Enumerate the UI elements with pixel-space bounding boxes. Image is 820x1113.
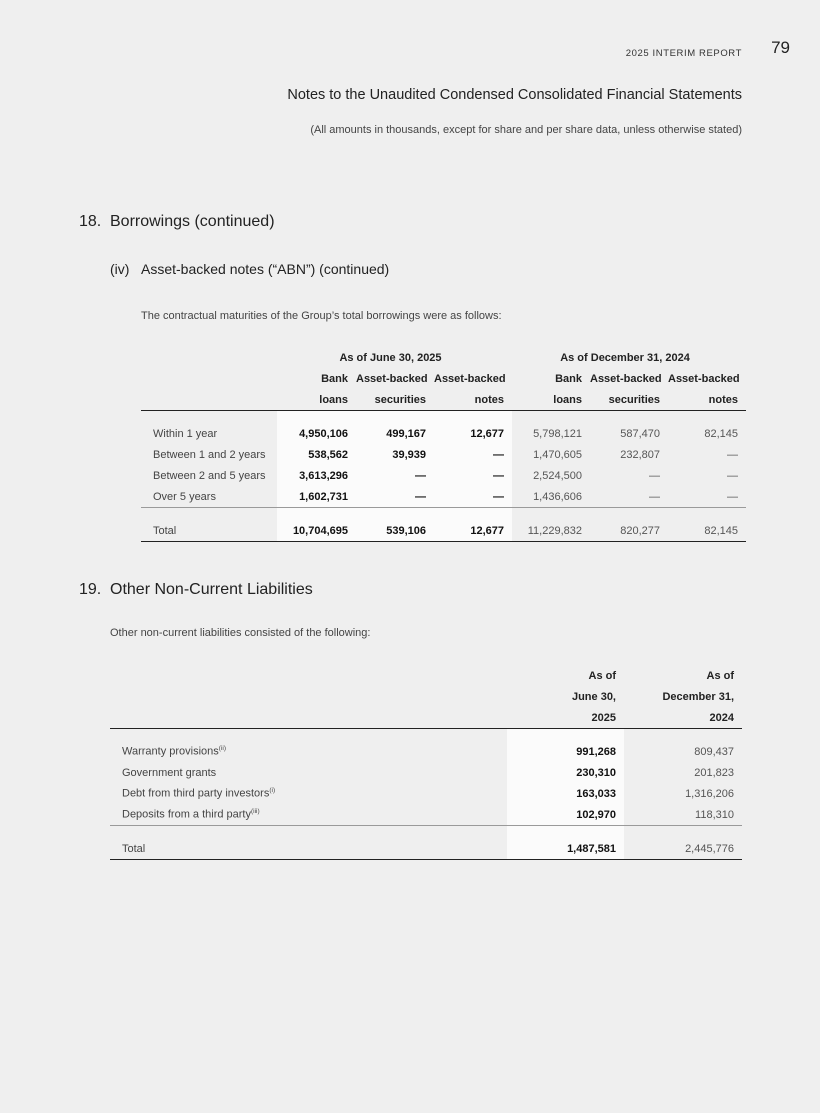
cell-value: 538,562 (277, 444, 356, 465)
table-row (110, 804, 742, 826)
column-header: As of (588, 669, 616, 682)
cell-value: 12,677 (434, 423, 512, 444)
row-label (110, 762, 507, 783)
cell-value: 163,033 (507, 783, 624, 804)
header-row (110, 707, 742, 729)
column-header: securities (590, 389, 668, 411)
borrowings-maturity-table (141, 347, 746, 542)
row-label-text: Warranty provisions (122, 745, 219, 758)
column-header: June 30, (571, 690, 616, 703)
cell-value: 4,950,106 (277, 423, 356, 444)
column-header: 2025 (507, 707, 624, 729)
cell-value: — (434, 486, 512, 508)
cell-value: 1,316,206 (685, 787, 734, 800)
cell-value: 82,145 (704, 427, 739, 440)
cell-value: — (434, 465, 512, 486)
header-row-top (141, 368, 746, 389)
cell-value: 82,145 (668, 520, 746, 542)
cell-value: 820,277 (590, 520, 668, 542)
cell-value: 587,470 (620, 427, 660, 440)
cell-value: 2,445,776 (624, 838, 742, 860)
cell-value: — (356, 486, 434, 508)
cell-value: 118,310 (624, 804, 742, 826)
section-number: 18. (79, 213, 102, 230)
column-header: Asset-backed (590, 372, 662, 385)
total-row (110, 838, 742, 860)
column-header: As of (706, 669, 734, 682)
row-label: Over 5 years (141, 486, 277, 508)
total-row (141, 520, 746, 542)
column-header: loans (277, 389, 356, 411)
row-label: Total (141, 520, 277, 542)
subsection-title: Asset-backed notes (“ABN”) (continued) (141, 261, 390, 277)
column-header: Bank (555, 372, 582, 385)
group-header-dec-2024: As of December 31, 2024 (560, 351, 690, 364)
cell-value: 499,167 (356, 423, 434, 444)
table-row (110, 741, 742, 762)
cell-value: 232,807 (620, 448, 660, 461)
cell-value: 1,487,581 (507, 838, 624, 860)
column-header: loans (512, 389, 590, 411)
header-row-bottom (141, 389, 746, 411)
row-label-text: Deposits from a third party (122, 808, 251, 821)
section-19-heading (79, 581, 313, 599)
cell-value: 201,823 (694, 766, 734, 779)
footnote-ref: (i) (269, 787, 276, 795)
cell-value: 539,106 (356, 520, 434, 542)
section-title: Borrowings (continued) (110, 213, 275, 230)
subsection-iv-heading (110, 261, 389, 277)
table-row (141, 465, 746, 486)
cell-value: — (727, 469, 739, 482)
report-name: 2025 INTERIM REPORT (625, 48, 742, 59)
cell-value: 2,524,500 (533, 469, 582, 482)
column-header: 2024 (624, 707, 742, 729)
column-header: Asset-backed (356, 372, 428, 385)
column-header: December 31, (662, 690, 734, 703)
cell-value: 3,613,296 (277, 465, 356, 486)
row-label: Total (110, 838, 507, 860)
row-label: Between 1 and 2 years (153, 448, 266, 461)
cell-value: 230,310 (507, 762, 624, 783)
document-title: Notes to the Unaudited Condensed Consolidated Financial Statements (287, 87, 742, 103)
footnote-ref: (iii) (251, 808, 260, 816)
cell-value: 809,437 (694, 745, 734, 758)
header-row (110, 665, 742, 686)
cell-value: — (668, 486, 746, 508)
table-row (141, 444, 746, 465)
column-header: Asset-backed (668, 372, 740, 385)
header-row-groups (141, 347, 746, 368)
row-label (110, 783, 507, 804)
section-number: 19. (79, 581, 102, 598)
column-header: Asset-backed (434, 372, 506, 385)
borrowings-intro: The contractual maturities of the Group’s total borrowings were as follows: (141, 310, 502, 322)
cell-value: — (649, 469, 660, 482)
cell-value: 5,798,121 (533, 427, 582, 440)
section-title: Other Non-Current Liabilities (110, 581, 313, 598)
document-subtitle: (All amounts in thousands, except for share and per share data, unless otherwise stated) (310, 124, 742, 136)
cell-value: 11,229,832 (512, 520, 590, 542)
row-label-text: Government grants (122, 766, 217, 779)
cell-value: — (727, 448, 739, 461)
footnote-ref: (ii) (218, 745, 227, 753)
row-label: Between 2 and 5 years (153, 469, 266, 482)
row-label (110, 741, 507, 762)
cell-value: 1,436,606 (512, 486, 590, 508)
cell-value: 10,704,695 (277, 520, 356, 542)
cell-value: 991,268 (507, 741, 624, 762)
cell-value: — (590, 486, 668, 508)
column-header: notes (434, 389, 512, 411)
column-header: Bank (321, 372, 348, 385)
column-header: notes (668, 389, 746, 411)
cell-value: 102,970 (507, 804, 624, 826)
header-row (110, 686, 742, 707)
row-label: Within 1 year (153, 427, 218, 440)
column-header: securities (356, 389, 434, 411)
cell-value: 39,939 (356, 444, 434, 465)
table-row (110, 762, 742, 783)
cell-value: — (434, 444, 512, 465)
cell-value: 1,602,731 (277, 486, 356, 508)
cell-value: 1,470,605 (533, 448, 582, 461)
subsection-number: (iv) (110, 261, 130, 277)
page-number: 79 (771, 38, 790, 57)
table-row (141, 423, 746, 444)
row-label-text: Debt from third party investors (122, 787, 270, 800)
cell-value: 12,677 (434, 520, 512, 542)
other-liabilities-table (110, 665, 742, 860)
row-label (110, 804, 507, 826)
section-18-heading (79, 213, 275, 231)
group-header-june-2025: As of June 30, 2025 (339, 351, 442, 364)
cell-value: — (356, 465, 434, 486)
table-row (141, 486, 746, 508)
liabilities-intro: Other non-current liabilities consisted of the following: (110, 627, 371, 639)
table-row (110, 783, 742, 804)
